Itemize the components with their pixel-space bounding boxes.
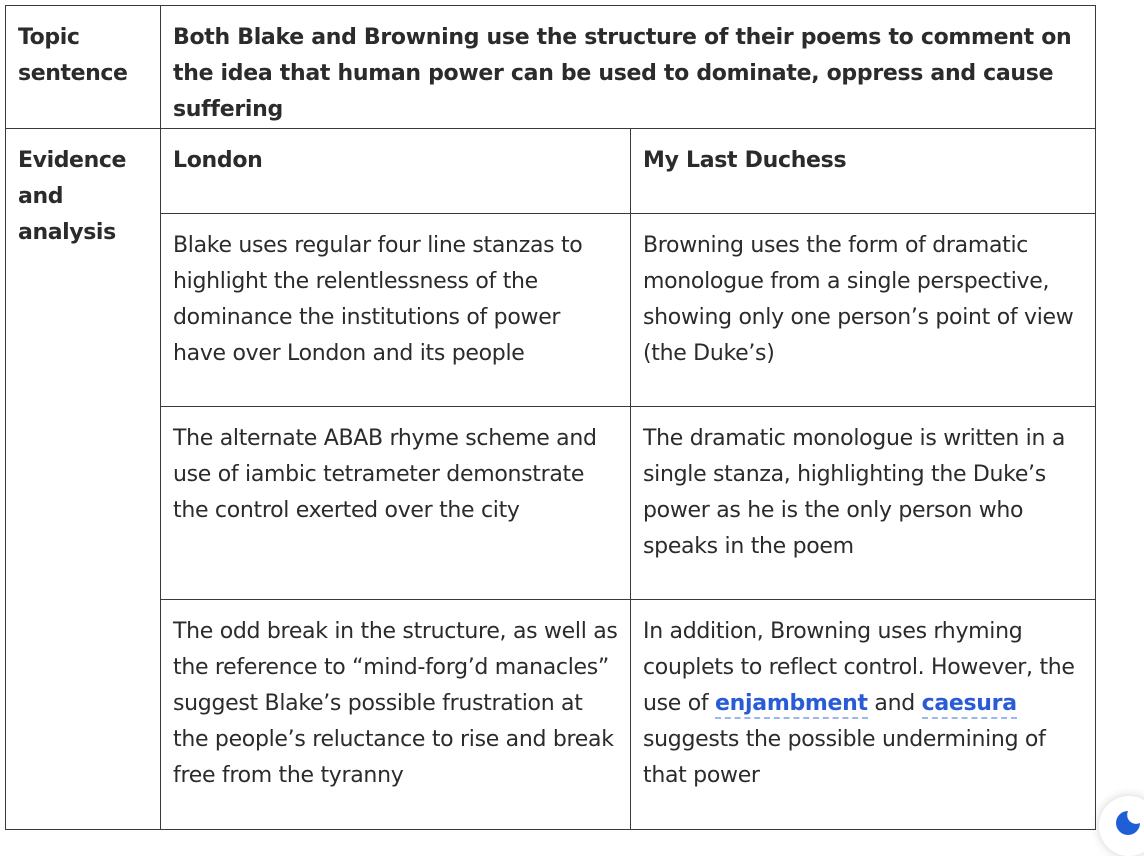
duchess-cell [631, 600, 1096, 830]
london-cell: Blake uses regular four line stanzas to highlight the relentlessness of the dominance the institutions of power have over London and its people [161, 214, 631, 407]
analysis-table [5, 5, 1096, 830]
column-header-london: London [161, 129, 631, 214]
table-row [6, 600, 1096, 830]
column-header-row [6, 129, 1096, 214]
table-row [6, 407, 1096, 600]
london-cell: The alternate ABAB rhyme scheme and use of iambic tetrameter demonstrate the control exerted over the city [161, 407, 631, 600]
column-header-my-last-duchess: My Last Duchess [631, 129, 1096, 214]
duchess-text-middle: and [867, 691, 922, 716]
table-row [6, 214, 1096, 407]
theme-toggle-button[interactable] [1099, 796, 1144, 856]
duchess-cell: The dramatic monologue is written in a single stanza, highlighting the Duke’s power as he is the only person who speaks in the poem [631, 407, 1096, 600]
enjambment-link[interactable]: enjambment [715, 691, 868, 719]
duchess-text-after: suggests the possible undermining of that power [643, 727, 1046, 788]
evidence-label: Evidence and analysis [6, 129, 161, 830]
london-cell: The odd break in the structure, as well as the reference to “mind-forg’d manacles” suggest Blake’s possible frustration at the people’s reluctance to rise and break free from the tyranny [161, 600, 631, 830]
caesura-link[interactable]: caesura [922, 691, 1017, 719]
duchess-text-before: In addition, Browning uses rhyming couplets to reflect control. However, the use of [643, 619, 1075, 716]
moon-icon [1113, 808, 1143, 838]
topic-sentence: Both Blake and Browning use the structure of their poems to comment on the idea that human power can be used to dominate, oppress and cause suffering [161, 6, 1096, 129]
topic-label: Topic sentence [6, 6, 161, 129]
topic-row [6, 6, 1096, 129]
duchess-cell: Browning uses the form of dramatic monologue from a single perspective, showing only one person’s point of view (the Duke’s) [631, 214, 1096, 407]
